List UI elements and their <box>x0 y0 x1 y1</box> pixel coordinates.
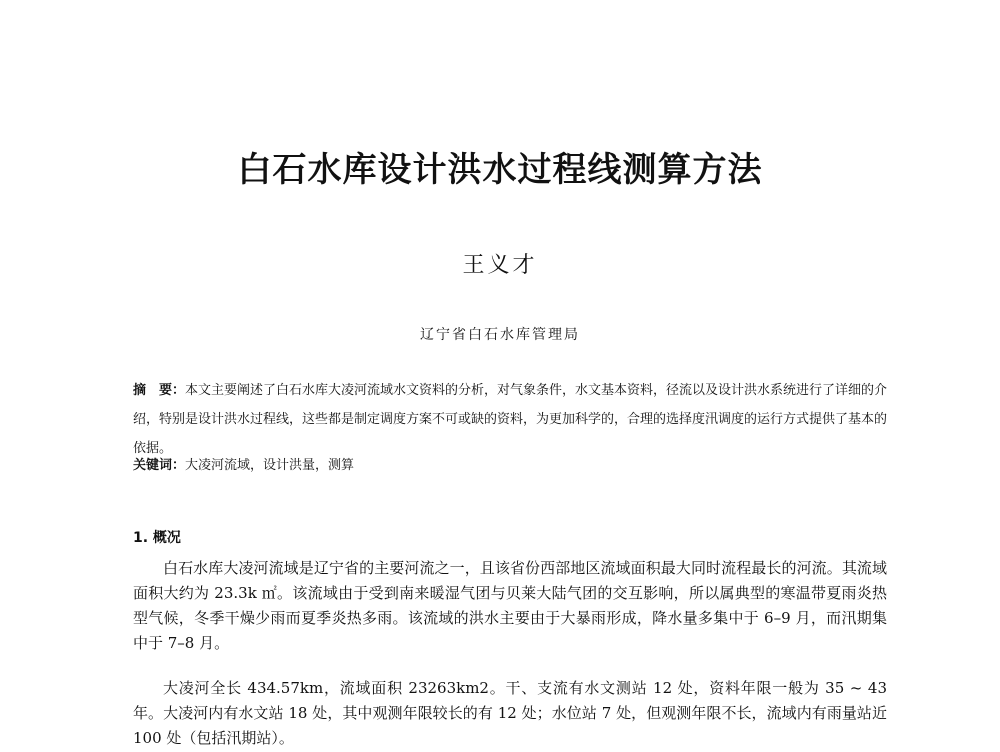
author-name: 王义才 <box>462 253 538 278</box>
keywords <box>133 455 893 477</box>
keywords-label: 关键词： <box>133 458 186 473</box>
body-paragraph: 白石水库大凌河流域是辽宁省的主要河流之一，且该省份西部地区流域面积最大同时流程最长的河流。其流域面积大约为 23.3k ㎡。该流域由于受到南来暖湿气团与贝莱大陆气团的交互影响，所以属典型的寒温带夏雨炎热型气候，冬季干燥少雨而夏季炎热多雨。该流域的洪水主要由于大暴雨形成，降水量多集中于 6–9 月，而汛期集中于 7–8 月。 <box>133 559 887 652</box>
abstract-label: 摘 要： <box>133 383 186 398</box>
section-heading: 1. 概况 <box>133 530 181 546</box>
body-paragraph: 大凌河全长 434.57km，流域面积 23263km2。干、支流有水文测站 12 处，资料年限一般为 35 ~ 43 年。大凌河内有水文站 18 处，其中观测年限较长的有 12 处；水位站 7 处，但观测年限不长，流域内有雨量站近 100 处（包括汛期站）。 <box>133 679 887 747</box>
affiliation: 辽宁省白石水库管理局 <box>420 327 580 343</box>
abstract-text: 本文主要阐述了白石水库大凌河流域水文资料的分析，对气象条件，水文基本资料，径流以及设计洪水系统进行了详细的介绍，特别是设计洪水过程线，这些都是制定调度方案不可或缺的资料，为更加科学的，合理的选择度汛调度的运行方式提供了基本的依据。 <box>133 383 888 456</box>
keywords-text: 大凌河流域，设计洪量，测算 <box>185 458 355 473</box>
paper-title: 白石水库设计洪水过程线测算方法 <box>237 150 763 190</box>
abstract <box>133 376 893 463</box>
